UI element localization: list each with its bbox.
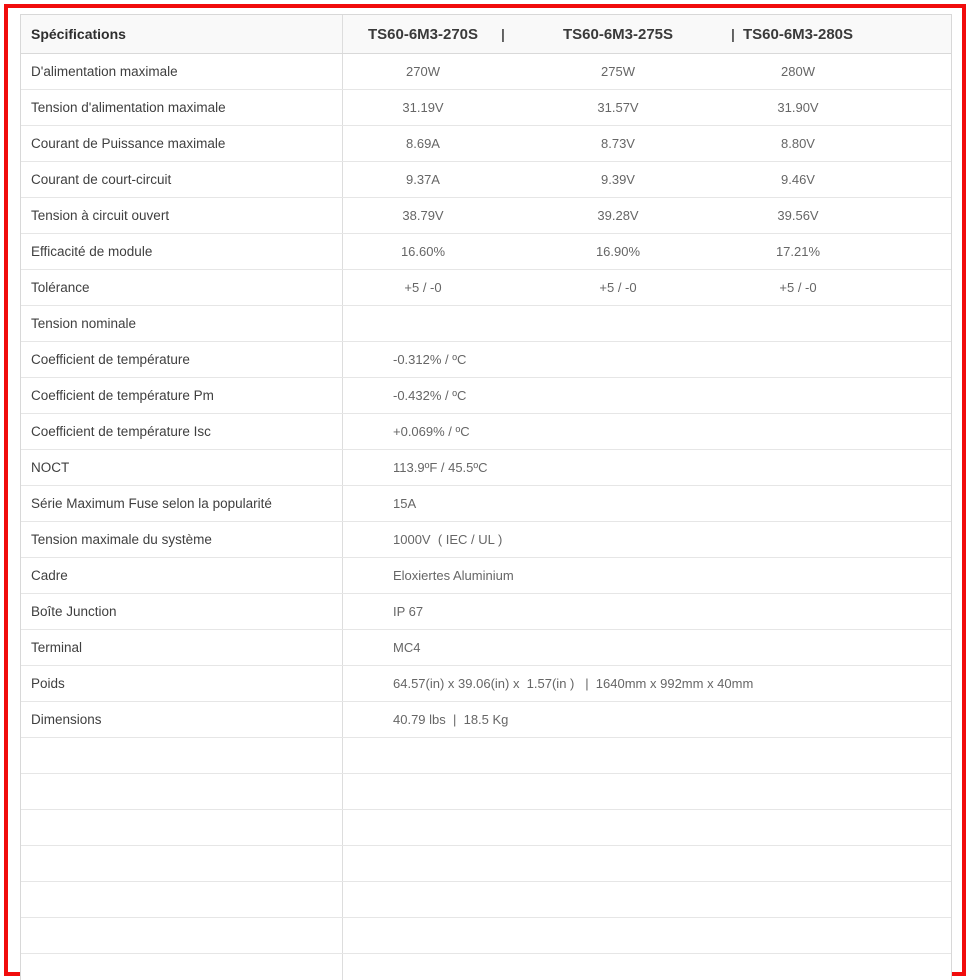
row-label: Poids <box>21 666 343 701</box>
row-values <box>343 882 951 917</box>
header-specifications-label: Spécifications <box>21 15 343 53</box>
value-cell: 275W <box>601 64 635 79</box>
row-values <box>343 810 951 845</box>
row-label: D'alimentation maximale <box>21 54 343 89</box>
row-values <box>343 90 951 125</box>
table-body <box>21 54 951 980</box>
value-cell: 31.90V <box>777 100 819 115</box>
table-row <box>21 270 951 306</box>
row-label: Tolérance <box>21 270 343 305</box>
value-cell <box>343 306 393 341</box>
specifications-table <box>20 14 952 980</box>
value-cell: 1000V ( IEC / UL ) <box>393 532 503 547</box>
row-label: Tension maximale du système <box>21 522 343 557</box>
row-values <box>343 558 951 593</box>
value-cell: 9.37A <box>406 172 440 187</box>
header-model-275s: TS60-6M3-275S <box>562 25 674 43</box>
value-cell: 9.46V <box>781 172 815 187</box>
row-values <box>343 954 951 980</box>
row-values <box>343 738 951 773</box>
row-values <box>343 522 951 557</box>
row-label: Cadre <box>21 558 343 593</box>
value-cell: Eloxiertes Aluminium <box>393 568 514 583</box>
header-model-280s: TS60-6M3-280S <box>742 25 854 43</box>
value-cell: 40.79 lbs | 18.5 Kg <box>393 712 509 727</box>
row-values <box>343 414 951 449</box>
value-cell: 31.57V <box>597 100 639 115</box>
row-values <box>343 54 951 89</box>
value-cell: IP 67 <box>393 604 424 619</box>
value-cell: -0.312% / ºC <box>393 352 467 367</box>
row-values <box>343 594 951 629</box>
value-cell: 16.90% <box>595 244 641 259</box>
row-label: Tension d'alimentation maximale <box>21 90 343 125</box>
row-values <box>343 702 951 737</box>
row-label: Coefficient de température Isc <box>21 414 343 449</box>
value-cell: 39.28V <box>597 208 639 223</box>
row-label <box>21 918 343 953</box>
row-label <box>21 846 343 881</box>
table-row <box>21 774 951 810</box>
header-model-270s: TS60-6M3-270S <box>367 25 479 43</box>
table-row <box>21 810 951 846</box>
value-cell: 8.73V <box>601 136 635 151</box>
row-label: Dimensions <box>21 702 343 737</box>
row-label: Tension nominale <box>21 306 343 341</box>
value-cell: 8.80V <box>781 136 815 151</box>
header-model-columns <box>343 15 951 53</box>
row-values <box>343 666 951 701</box>
row-values <box>343 774 951 809</box>
table-row <box>21 378 951 414</box>
pipe-separator: | <box>731 26 735 42</box>
table-row <box>21 450 951 486</box>
table-row <box>21 666 951 702</box>
row-values <box>343 306 951 341</box>
table-row <box>21 414 951 450</box>
row-label: Coefficient de température Pm <box>21 378 343 413</box>
row-values <box>343 342 951 377</box>
row-values <box>343 126 951 161</box>
row-label <box>21 738 343 773</box>
row-values <box>343 630 951 665</box>
table-row <box>21 306 951 342</box>
value-cell: +5 / -0 <box>599 280 637 295</box>
table-row <box>21 486 951 522</box>
value-cell: +5 / -0 <box>404 280 442 295</box>
value-cell: 31.19V <box>402 100 444 115</box>
table-row <box>21 558 951 594</box>
table-row <box>21 54 951 90</box>
value-cell: 280W <box>781 64 815 79</box>
row-label: Courant de court-circuit <box>21 162 343 197</box>
table-row <box>21 234 951 270</box>
value-cell: 39.56V <box>777 208 819 223</box>
table-row <box>21 738 951 774</box>
table-row <box>21 522 951 558</box>
row-values <box>343 270 951 305</box>
row-values <box>343 162 951 197</box>
row-label: Courant de Puissance maximale <box>21 126 343 161</box>
row-values <box>343 918 951 953</box>
table-row <box>21 342 951 378</box>
value-cell: 16.60% <box>400 244 446 259</box>
row-values <box>343 234 951 269</box>
row-label: Boîte Junction <box>21 594 343 629</box>
table-row <box>21 882 951 918</box>
row-label <box>21 882 343 917</box>
row-label <box>21 810 343 845</box>
table-row <box>21 90 951 126</box>
value-cell: 270W <box>406 64 440 79</box>
value-cell: MC4 <box>393 640 421 655</box>
table-row <box>21 594 951 630</box>
row-label: Efficacité de module <box>21 234 343 269</box>
table-row <box>21 198 951 234</box>
row-values <box>343 198 951 233</box>
row-label: NOCT <box>21 450 343 485</box>
value-cell: -0.432% / ºC <box>393 388 467 403</box>
row-values <box>343 450 951 485</box>
value-cell: 113.9ºF / 45.5ºC <box>393 460 488 475</box>
value-cell: 17.21% <box>775 244 821 259</box>
row-label <box>21 954 343 980</box>
table-row <box>21 162 951 198</box>
row-label <box>21 774 343 809</box>
pipe-separator: | <box>501 26 505 42</box>
row-values <box>343 486 951 521</box>
value-cell: 15A <box>393 496 417 511</box>
table-row <box>21 702 951 738</box>
value-cell: +5 / -0 <box>779 280 817 295</box>
row-values <box>343 378 951 413</box>
value-cell: +0.069% / ºC <box>393 424 470 439</box>
row-label: Terminal <box>21 630 343 665</box>
value-cell: 64.57(in) x 39.06(in) x 1.57(in ) | 1640mm x 992mm x 40mm <box>393 676 754 691</box>
row-values <box>343 846 951 881</box>
table-row <box>21 918 951 954</box>
row-label: Tension à circuit ouvert <box>21 198 343 233</box>
value-cell: 8.69A <box>406 136 440 151</box>
value-cell: 9.39V <box>601 172 635 187</box>
table-row <box>21 126 951 162</box>
table-row <box>21 954 951 980</box>
table-row <box>21 846 951 882</box>
table-header-row <box>21 15 951 54</box>
row-label: Coefficient de température <box>21 342 343 377</box>
row-label: Série Maximum Fuse selon la popularité <box>21 486 343 521</box>
value-cell: 38.79V <box>402 208 444 223</box>
table-row <box>21 630 951 666</box>
